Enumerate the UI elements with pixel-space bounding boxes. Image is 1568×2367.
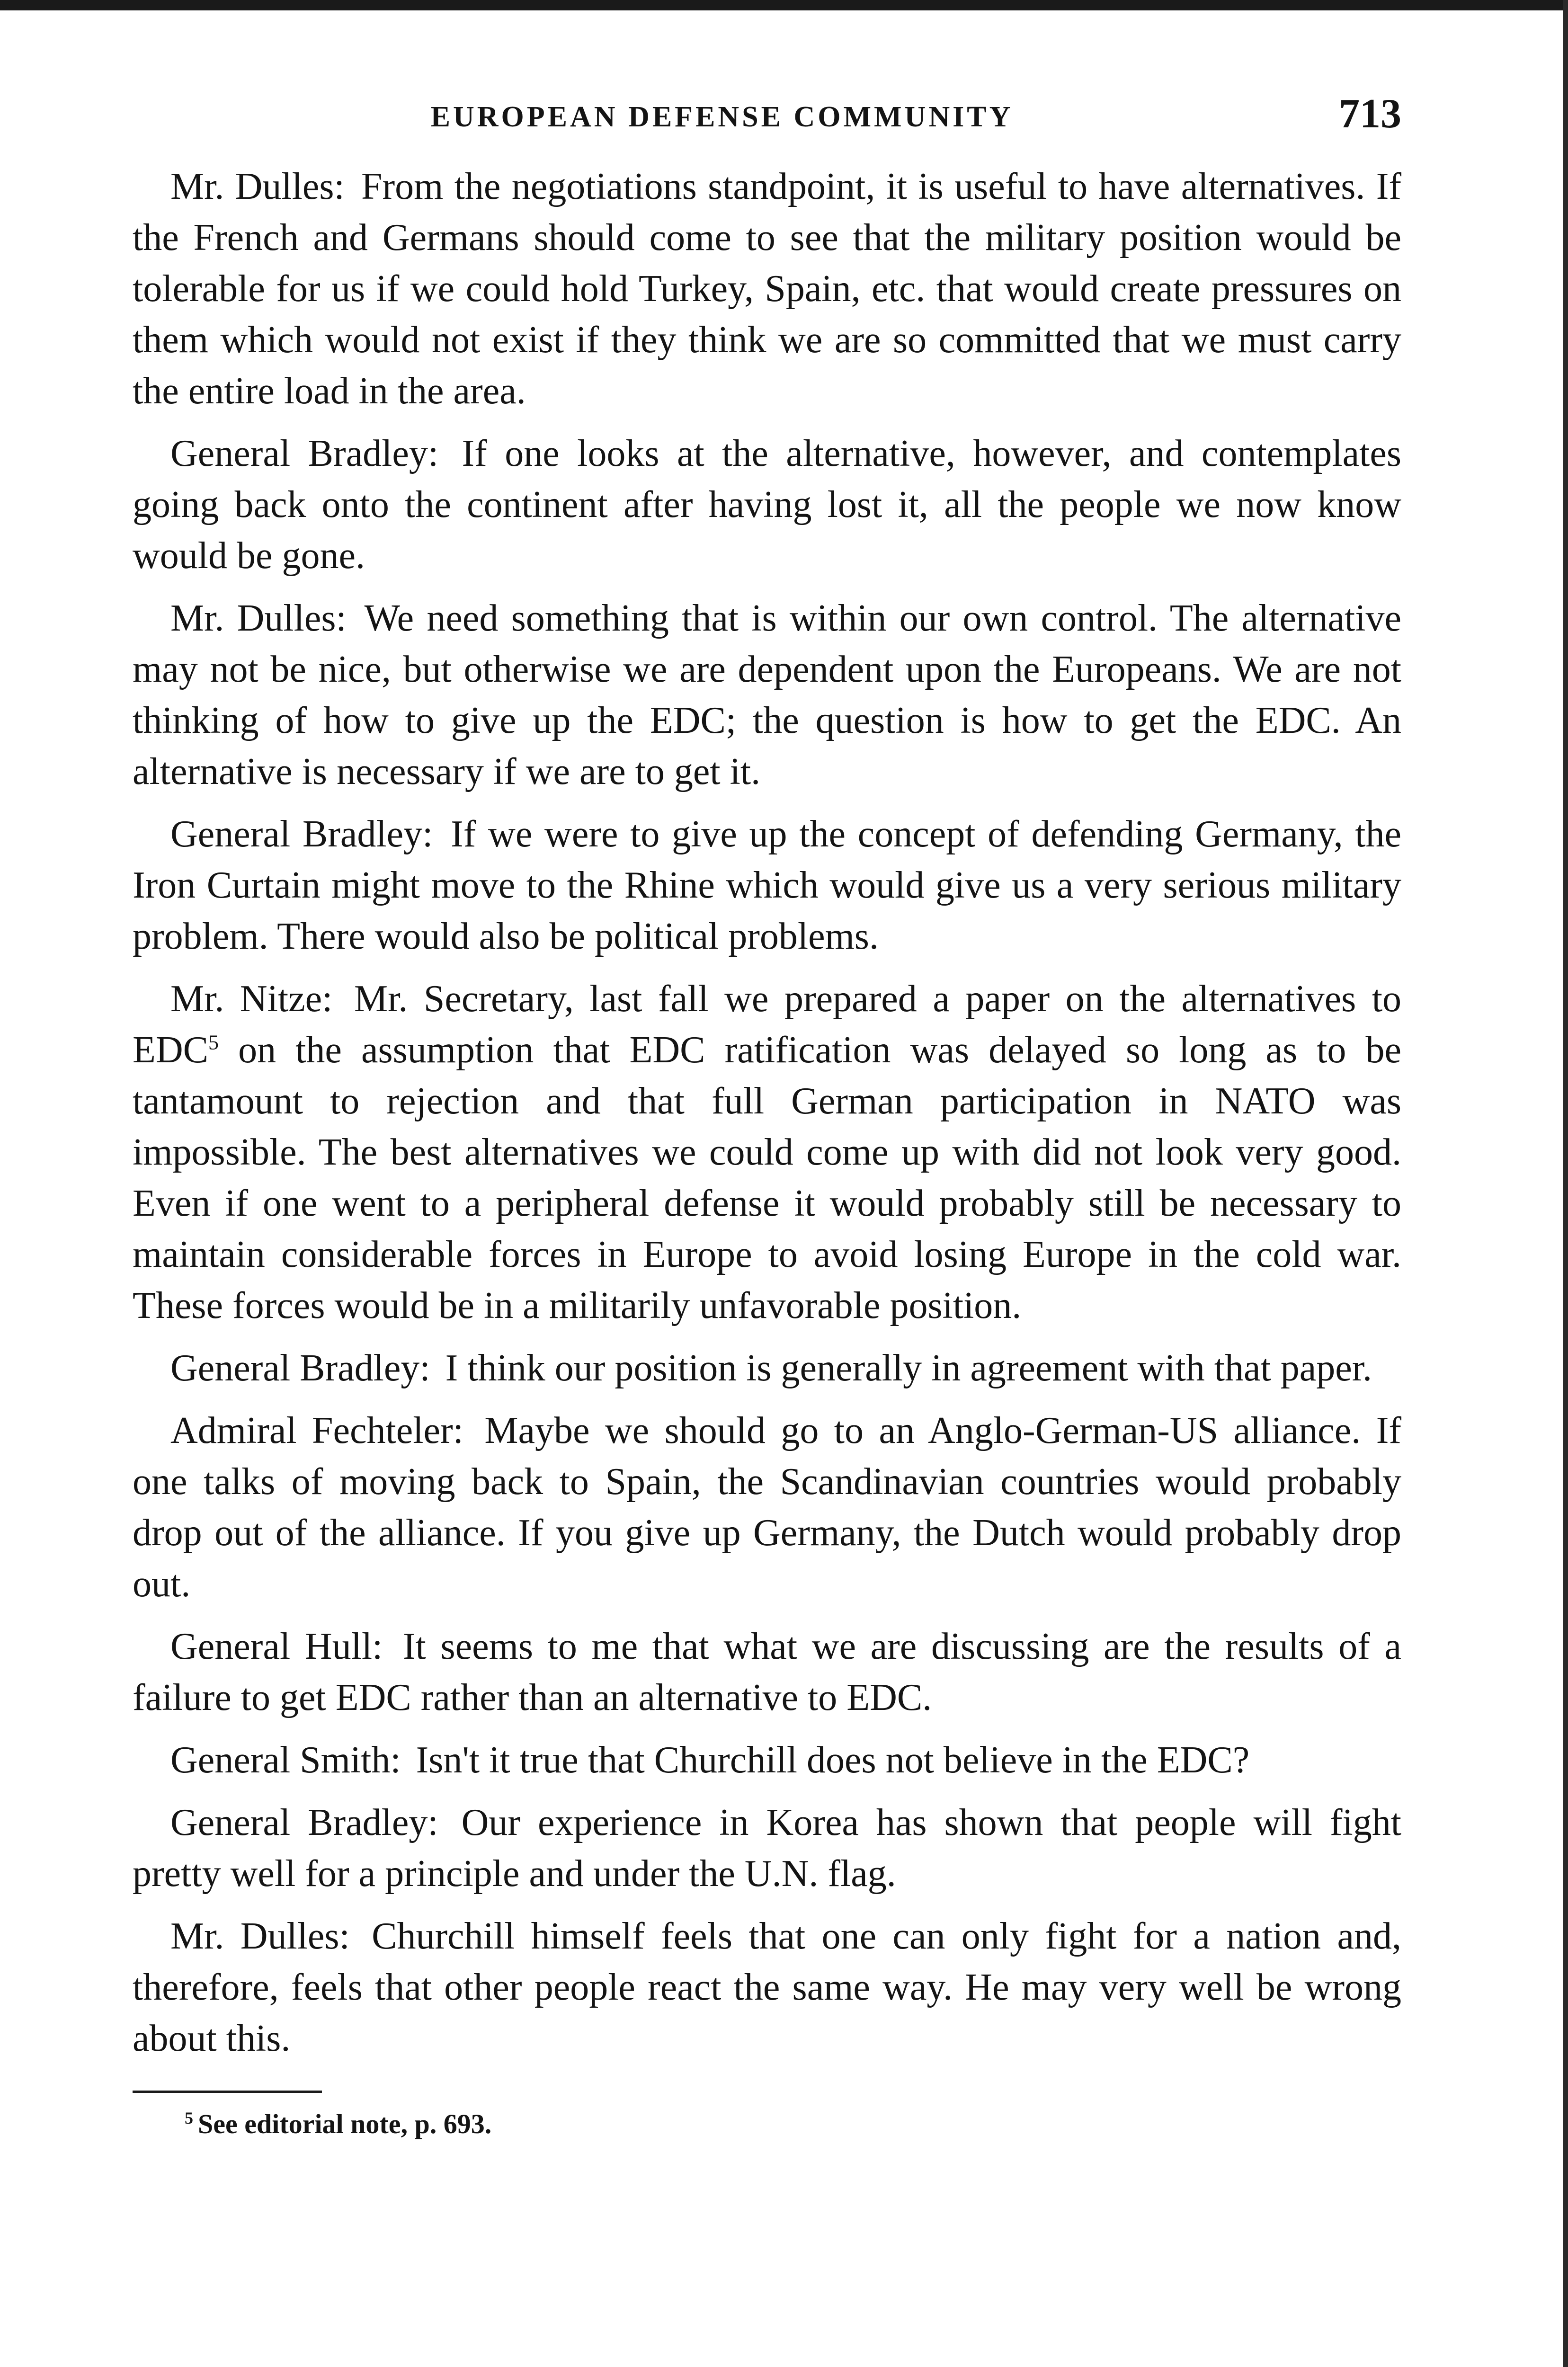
paragraph-fechteler (133, 1405, 1401, 1610)
statement-part-1: Mr. Secretary, last fall we prepared a paper on the alternatives to EDC (133, 978, 1402, 1071)
statement: If one looks at the alternative, however, and contemplates going back onto the continent after having lost it, all the people we now know would be gone. (133, 433, 1402, 577)
paragraph-bradley-4 (133, 1797, 1401, 1899)
statement-part-2: on the assumption that EDC ratification was delayed so long as to be tantamount to rejection and that full German participation in NATO was impossible. The best alternatives we could come up with did not look very good. Even if one went to a peripheral defense it would probably still be necessary to maintain considerable forces in Europe to avoid losing Europe in the cold war. These forces would be in a militarily unfavorable position. (133, 1029, 1401, 1326)
speaker: General Bradley: (170, 433, 439, 474)
paragraph-smith (133, 1735, 1401, 1786)
paragraph-dulles-2 (133, 593, 1401, 797)
footnote-reference[interactable]: 5 (208, 1031, 219, 1054)
statement: It seems to me that what we are discussing are the results of a failure to get EDC rather than an alternative to EDC. (133, 1626, 1402, 1718)
statement: If we were to give up the concept of defending Germany, the Iron Curtain might move to the Rhine which would give us a very serious military problem. There would also be political problems. (133, 813, 1402, 957)
paragraph-dulles-3 (133, 1911, 1401, 2064)
speaker: Mr. Dulles: (170, 1915, 350, 1957)
paragraph-bradley-1 (133, 428, 1401, 581)
speaker: Admiral Fechteler: (170, 1410, 463, 1451)
paragraph-bradley-2 (133, 809, 1401, 962)
body-text (133, 161, 1401, 2064)
paragraph-dulles-1 (133, 161, 1401, 417)
speaker: Mr. Dulles: (170, 166, 345, 207)
statement: Our experience in Korea has shown that people will fight pretty well for a principle and under the U.N. flag. (133, 1802, 1402, 1895)
statement: I think our position is generally in agreement with that paper. (445, 1347, 1372, 1389)
speaker: General Bradley: (170, 1347, 430, 1389)
footnote-mark: 5 (185, 2108, 193, 2127)
paragraph-hull (133, 1621, 1401, 1723)
footnote (133, 2105, 1401, 2143)
speaker: General Bradley: (170, 813, 433, 855)
statement: We need something that is within our own control. The alternative may not be nice, but otherwise we are dependent upon the Europeans. We are not thinking of how to give up the EDC; the question is how to get the EDC. An alternative is necessary if we are to get it. (133, 597, 1402, 792)
statement: Maybe we should go to an Anglo-German-US alliance. If one talks of moving back to Spain, the Scandinavian countries would probably drop out of the alliance. If you give up Germany, the Dutch would probably drop out. (133, 1410, 1402, 1605)
paragraph-nitze (133, 973, 1401, 1331)
statement: From the negotiations standpoint, it is useful to have alternatives. If the French and Germans should come to see that the military position would be tolerable for us if we could hold Turkey, Spain, etc. that would create pressures on them which would not exist if they think we are so committed that we must carry the entire load in the area. (133, 166, 1401, 412)
footnote-text: See editorial note, p. 693. (198, 2109, 492, 2139)
speaker: General Hull: (170, 1626, 383, 1667)
statement: Isn't it true that Churchill does not believe in the EDC? (416, 1739, 1250, 1781)
top-border (0, 0, 1568, 10)
footnote-divider (133, 2091, 322, 2093)
paragraph-bradley-3 (133, 1343, 1401, 1394)
speaker: General Bradley: (170, 1802, 438, 1843)
running-title: EUROPEAN DEFENSE COMMUNITY (430, 101, 1014, 133)
speaker: General Smith: (170, 1739, 401, 1781)
running-head (133, 90, 1401, 147)
speaker: Mr. Dulles: (170, 597, 347, 639)
right-edge-shadow (1563, 0, 1568, 2367)
statement: Churchill himself feels that one can only fight for a nation and, therefore, feels that other people react the same way. He may very well be wrong about this. (133, 1915, 1402, 2059)
speaker: Mr. Nitze: (170, 978, 333, 1020)
document-page (133, 90, 1401, 2143)
page-number: 713 (1339, 91, 1401, 137)
